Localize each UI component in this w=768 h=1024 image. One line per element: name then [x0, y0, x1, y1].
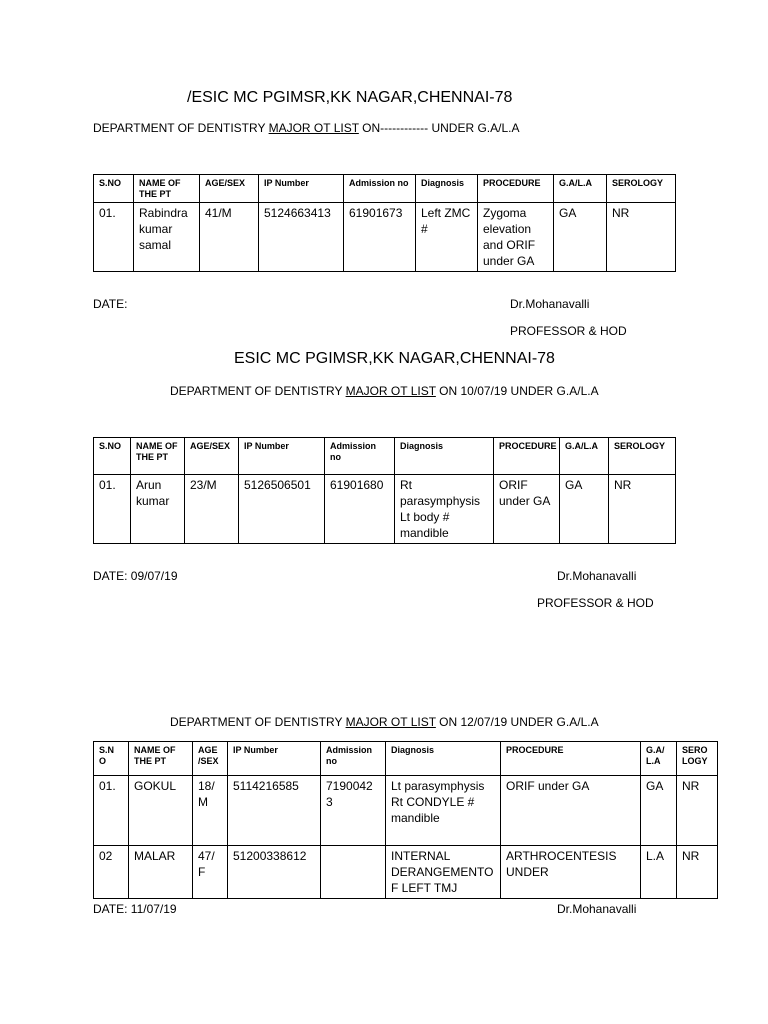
cell-procedure: Zygoma elevation and ORIF under GA — [478, 203, 554, 272]
table-row — [94, 776, 718, 846]
cell-ip-number: 5126506501 — [239, 475, 325, 544]
doctor-name-2: Dr.Mohanavalli — [557, 569, 637, 583]
cell-diagnosis: Left ZMC # — [416, 203, 478, 272]
col-serology: SERO LOGY — [677, 742, 718, 776]
table-row — [94, 203, 676, 272]
col-ip-number: IP Number — [259, 175, 344, 203]
cell-procedure: ORIF under GA — [494, 475, 560, 544]
col-sno: S.NO — [94, 175, 134, 203]
col-admission-no: Admission no — [321, 742, 386, 776]
cell-admission-no: 7190042 3 — [321, 776, 386, 846]
col-sno: S.N O — [94, 742, 129, 776]
cell-diagnosis: Lt parasymphysis Rt CONDYLE # mandible — [386, 776, 501, 846]
doctor-name-1: Dr.Mohanavalli — [510, 297, 590, 311]
designation-2: PROFESSOR & HOD — [537, 596, 654, 610]
cell-admission-no: 61901680 — [325, 475, 395, 544]
col-serology: SEROLOGY — [609, 438, 676, 475]
cell-diagnosis: INTERNAL DERANGEMENTO F LEFT TMJ — [386, 846, 501, 899]
col-admission-no: Admission no — [325, 438, 395, 475]
cell-ga-la: L.A — [641, 846, 677, 899]
cell-procedure: ORIF under GA — [501, 776, 641, 846]
date-label-1: DATE: — [93, 297, 128, 311]
cell-ga-la: GA — [560, 475, 609, 544]
cell-sno: 01. — [94, 475, 131, 544]
cell-admission-no — [321, 846, 386, 899]
col-name: NAME OF THE PT — [129, 742, 193, 776]
col-sno: S.NO — [94, 438, 131, 475]
cell-sno: 02 — [94, 846, 129, 899]
col-procedure: PROCEDURE — [494, 438, 560, 475]
table-header-row — [94, 175, 676, 203]
col-name: NAME OF THE PT — [134, 175, 200, 203]
cell-sno: 01. — [94, 776, 129, 846]
cell-sno: 01. — [94, 203, 134, 272]
col-diagnosis: Diagnosis — [416, 175, 478, 203]
cell-name: Rabindra kumar samal — [134, 203, 200, 272]
col-ga-la: G.A/ L.A — [641, 742, 677, 776]
ot-list-table-2 — [93, 437, 676, 544]
designation-1: PROFESSOR & HOD — [510, 324, 627, 338]
col-procedure: PROCEDURE — [478, 175, 554, 203]
table-header-row — [94, 438, 676, 475]
cell-serology: NR — [677, 776, 718, 846]
cell-ip-number: 5124663413 — [259, 203, 344, 272]
department-subtitle-1: DEPARTMENT OF DENTISTRY MAJOR OT LIST ON------------ UNDER G.A/L.A — [93, 121, 520, 135]
hospital-title-1: /ESIC MC PGIMSR,KK NAGAR,CHENNAI-78 — [187, 89, 513, 106]
cell-diagnosis: Rt parasymphysis Lt body # mandible — [395, 475, 494, 544]
ot-list-table-3 — [93, 741, 718, 899]
col-name: NAME OF THE PT — [131, 438, 185, 475]
cell-serology: NR — [677, 846, 718, 899]
date-label-2: DATE: 09/07/19 — [93, 569, 178, 583]
cell-name: Arun kumar — [131, 475, 185, 544]
col-serology: SEROLOGY — [607, 175, 676, 203]
cell-name: GOKUL — [129, 776, 193, 846]
table-header-row — [94, 742, 718, 776]
department-subtitle-2: DEPARTMENT OF DENTISTRY MAJOR OT LIST ON 10/07/19 UNDER G.A/L.A — [170, 384, 599, 398]
cell-admission-no: 61901673 — [344, 203, 416, 272]
col-ga-la: G.A/L.A — [560, 438, 609, 475]
col-age-sex: AGE/SEX — [200, 175, 259, 203]
cell-serology: NR — [607, 203, 676, 272]
col-diagnosis: Diagnosis — [395, 438, 494, 475]
hospital-title-2: ESIC MC PGIMSR,KK NAGAR,CHENNAI-78 — [234, 350, 555, 367]
cell-age-sex: 47/ F — [193, 846, 228, 899]
cell-age-sex: 18/ M — [193, 776, 228, 846]
ot-list-table-1 — [93, 174, 676, 272]
col-diagnosis: Diagnosis — [386, 742, 501, 776]
col-ip-number: IP Number — [228, 742, 321, 776]
col-procedure: PROCEDURE — [501, 742, 641, 776]
col-admission-no: Admission no — [344, 175, 416, 203]
table-row — [94, 846, 718, 899]
cell-serology: NR — [609, 475, 676, 544]
date-label-3: DATE: 11/07/19 — [93, 902, 177, 916]
cell-ip-number: 5114216585 — [228, 776, 321, 846]
col-age-sex: AGE/SEX — [185, 438, 239, 475]
cell-procedure: ARTHROCENTESIS UNDER — [501, 846, 641, 899]
cell-age-sex: 41/M — [200, 203, 259, 272]
table-row — [94, 475, 676, 544]
cell-age-sex: 23/M — [185, 475, 239, 544]
doctor-name-3: Dr.Mohanavalli — [557, 902, 637, 916]
department-subtitle-3: DEPARTMENT OF DENTISTRY MAJOR OT LIST ON 12/07/19 UNDER G.A/L.A — [170, 715, 599, 729]
col-ga-la: G.A/L.A — [554, 175, 607, 203]
col-age-sex: AGE /SEX — [193, 742, 228, 776]
cell-ga-la: GA — [554, 203, 607, 272]
cell-ga-la: GA — [641, 776, 677, 846]
cell-ip-number: 51200338612 — [228, 846, 321, 899]
col-ip-number: IP Number — [239, 438, 325, 475]
cell-name: MALAR — [129, 846, 193, 899]
